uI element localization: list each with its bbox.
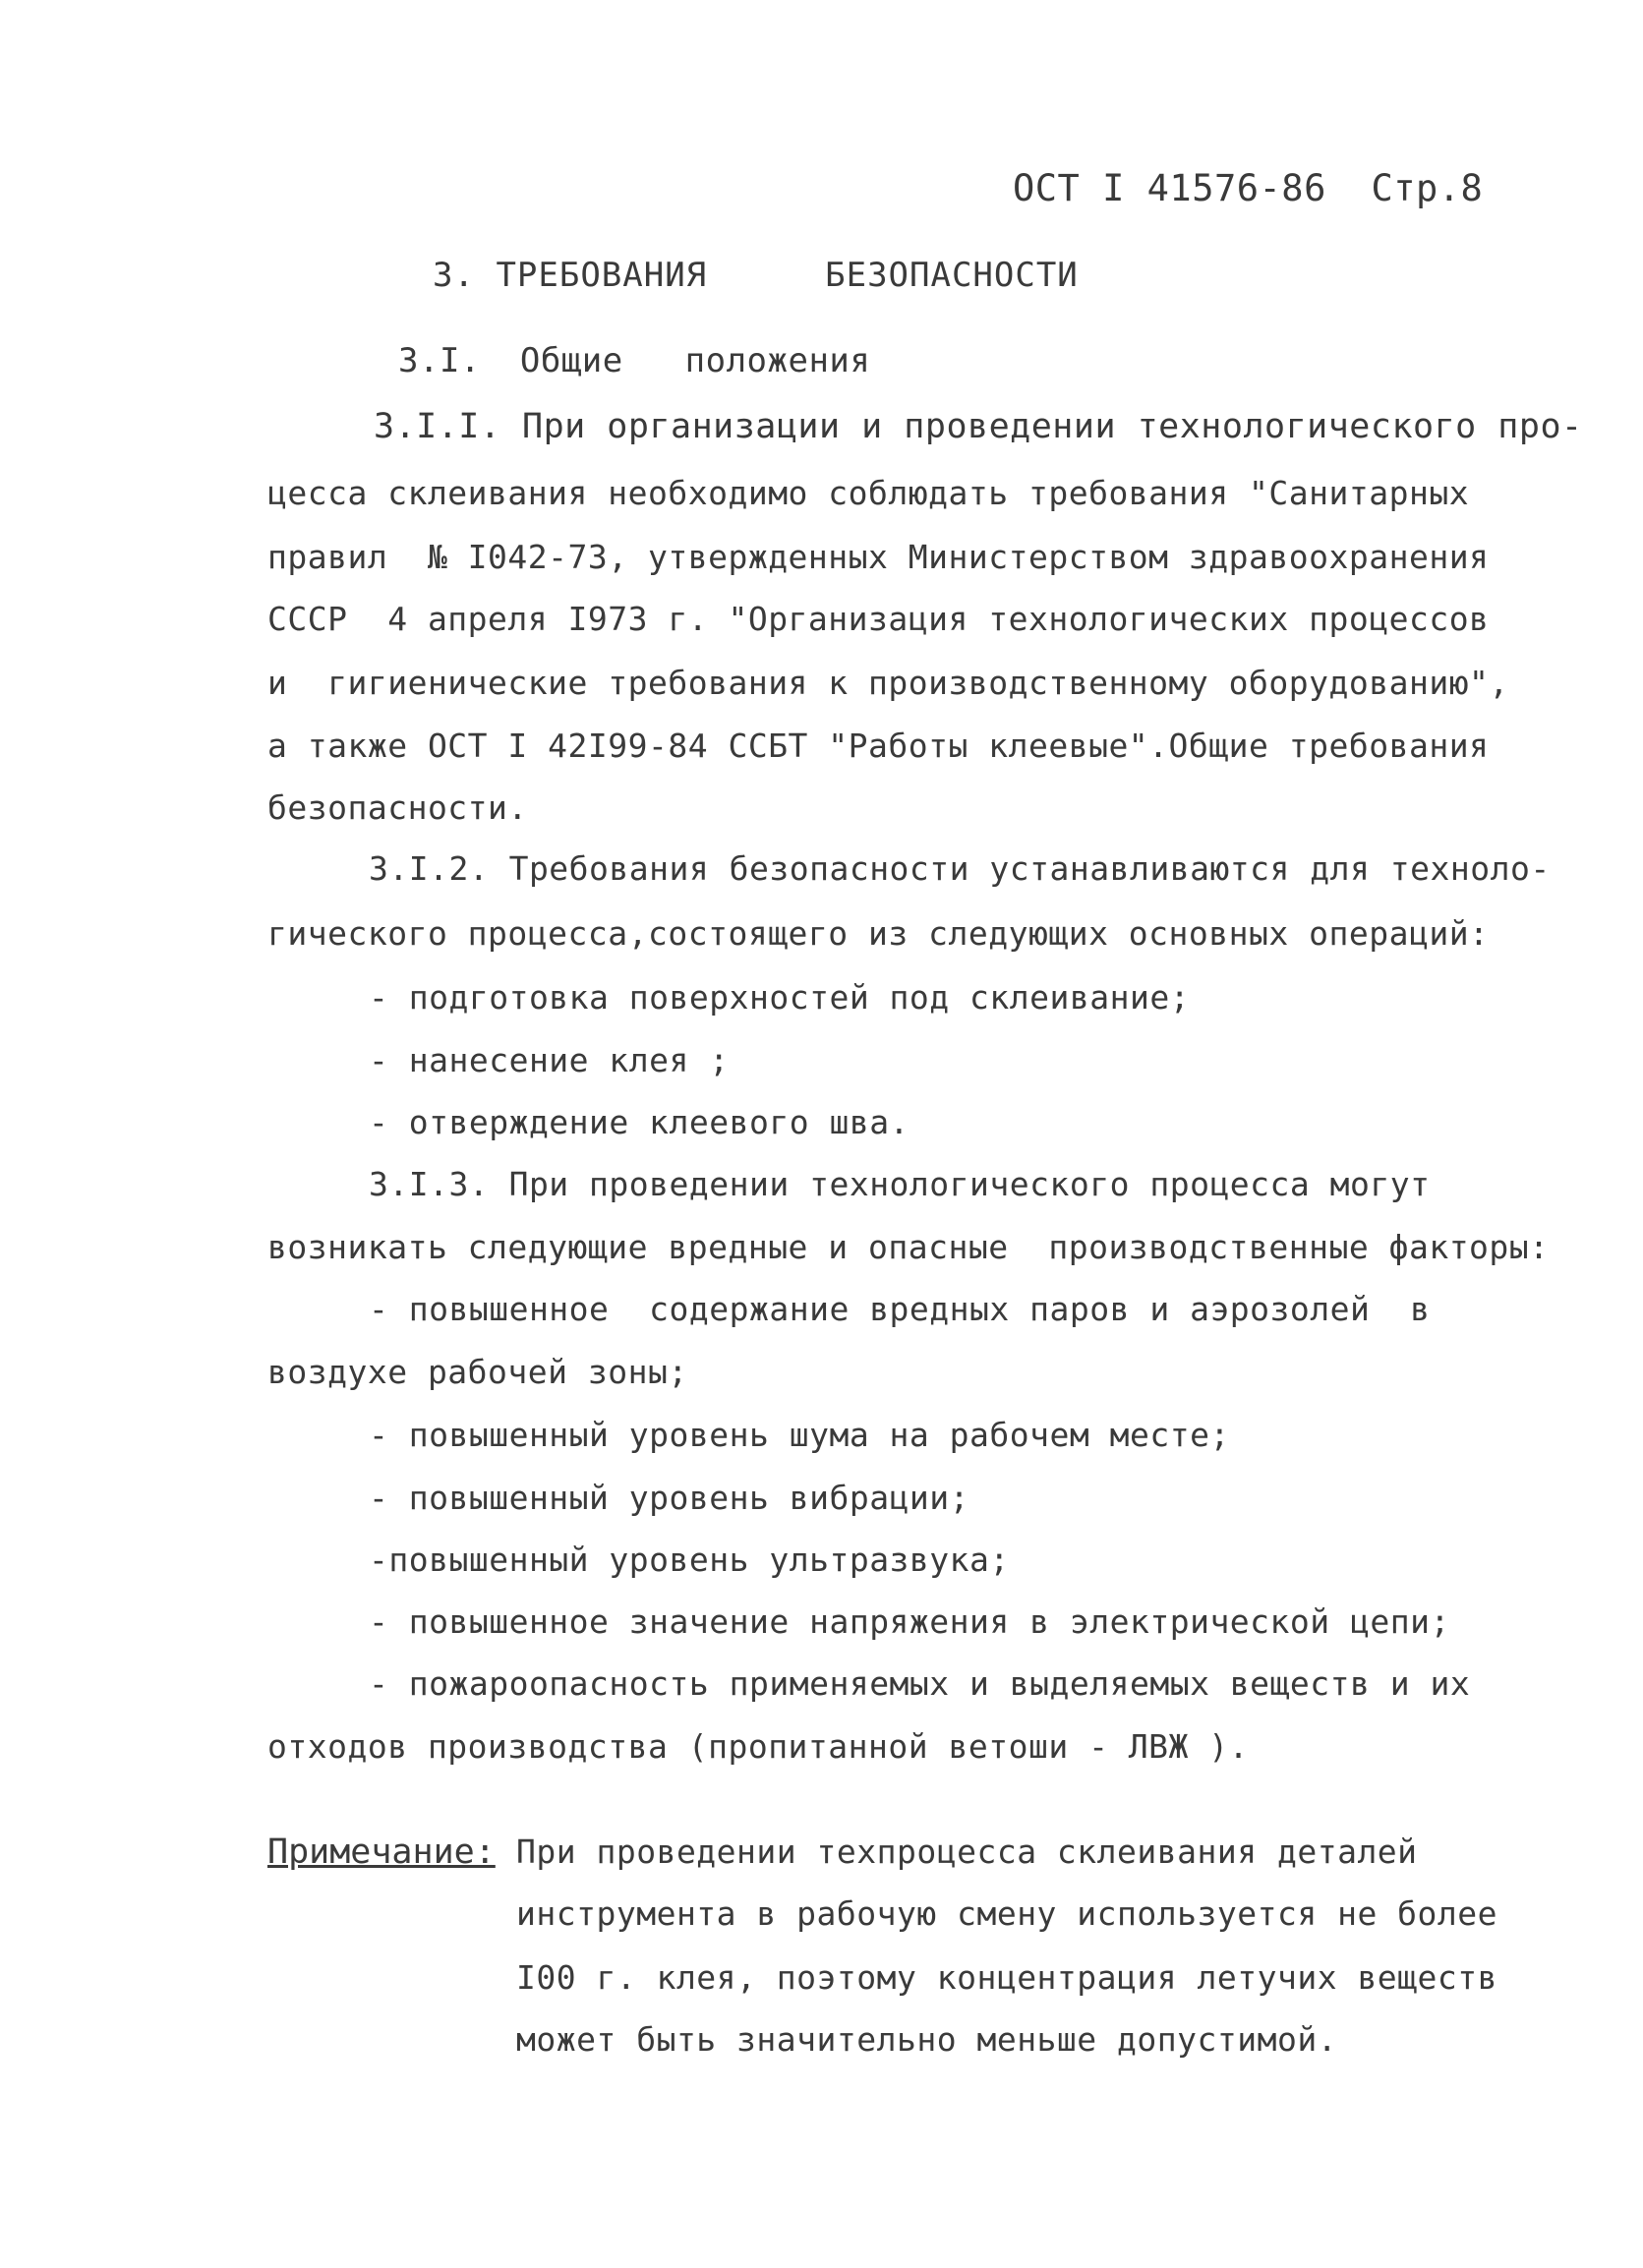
- note-label: Примечание:: [267, 1832, 496, 1872]
- doc-reference: ОСТ I 41576-86: [1013, 167, 1326, 209]
- note-line: I00 г. клея, поэтому концентрация летучих веществ: [516, 1958, 1498, 1997]
- section-title-part2: БЕЗОПАСНОСТИ: [825, 256, 1079, 295]
- paragraph-line: возникать следующие вредные и опасные производственные факторы:: [267, 1228, 1550, 1266]
- note-line: При проведении техпроцесса склеивания деталей: [516, 1832, 1418, 1871]
- list-item: - повышенный уровень шума на рабочем месте;: [369, 1416, 1230, 1454]
- list-item: - пожароопасность применяемых и выделяемых веществ и их: [369, 1664, 1471, 1703]
- section-number: 3.: [433, 256, 475, 295]
- paragraph-line: 3.I.3. При проведении технологического процесса могут: [369, 1165, 1431, 1203]
- subsection-heading: [398, 339, 870, 382]
- paragraph-line: 3.I.2. Требования безопасности устанавливаются для техноло-: [369, 849, 1551, 888]
- list-item: -повышенный уровень ультразвука;: [369, 1541, 1010, 1579]
- list-item: - подготовка поверхностей под склеивание;: [369, 978, 1191, 1017]
- paragraph-line: воздухе рабочей зоны;: [267, 1353, 688, 1391]
- note-line: может быть значительно меньше допустимой.: [516, 2020, 1338, 2059]
- paragraph-line: СССР 4 апреля I973 г. "Организация технологических процессов: [267, 600, 1490, 638]
- paragraph-line: правил № I042-73, утвержденных Министерством здравоохранения: [267, 538, 1490, 576]
- subsection-number: 3.I.: [398, 341, 481, 380]
- section-title-part1: ТРЕБОВАНИЯ: [496, 256, 708, 295]
- list-item: - повышенный уровень вибрации;: [369, 1479, 970, 1517]
- list-item: - нанесение клея ;: [369, 1041, 730, 1079]
- section-heading: [433, 254, 1079, 297]
- note-line: инструмента в рабочую смену используется не более: [516, 1894, 1498, 1933]
- paragraph-line: отходов производства (пропитанной ветоши - ЛВЖ ).: [267, 1727, 1250, 1766]
- page-header: [1013, 167, 1483, 210]
- list-item: - повышенное значение напряжения в электрической цепи;: [369, 1602, 1450, 1641]
- paragraph-line: цесса склеивания необходимо соблюдать требования "Санитарных: [267, 474, 1470, 512]
- paragraph-line: 3.I.I. При организации и проведении технологического про-: [374, 407, 1583, 446]
- subsection-title: Общие положения: [519, 341, 871, 380]
- list-item: - отверждение клеевого шва.: [369, 1103, 910, 1141]
- paragraph-line: а также ОСТ I 42I99-84 ССБТ "Работы клеевые".Общие требования: [267, 727, 1490, 765]
- paragraph-line: и гигиенические требования к производственному оборудованию",: [267, 664, 1509, 702]
- page-number: Стр.8: [1371, 167, 1484, 209]
- paragraph-line: безопасности.: [267, 788, 528, 827]
- list-item: - повышенное содержание вредных паров и аэрозолей в: [369, 1290, 1431, 1328]
- paragraph-line: гического процесса,состоящего из следующих основных операций:: [267, 914, 1490, 953]
